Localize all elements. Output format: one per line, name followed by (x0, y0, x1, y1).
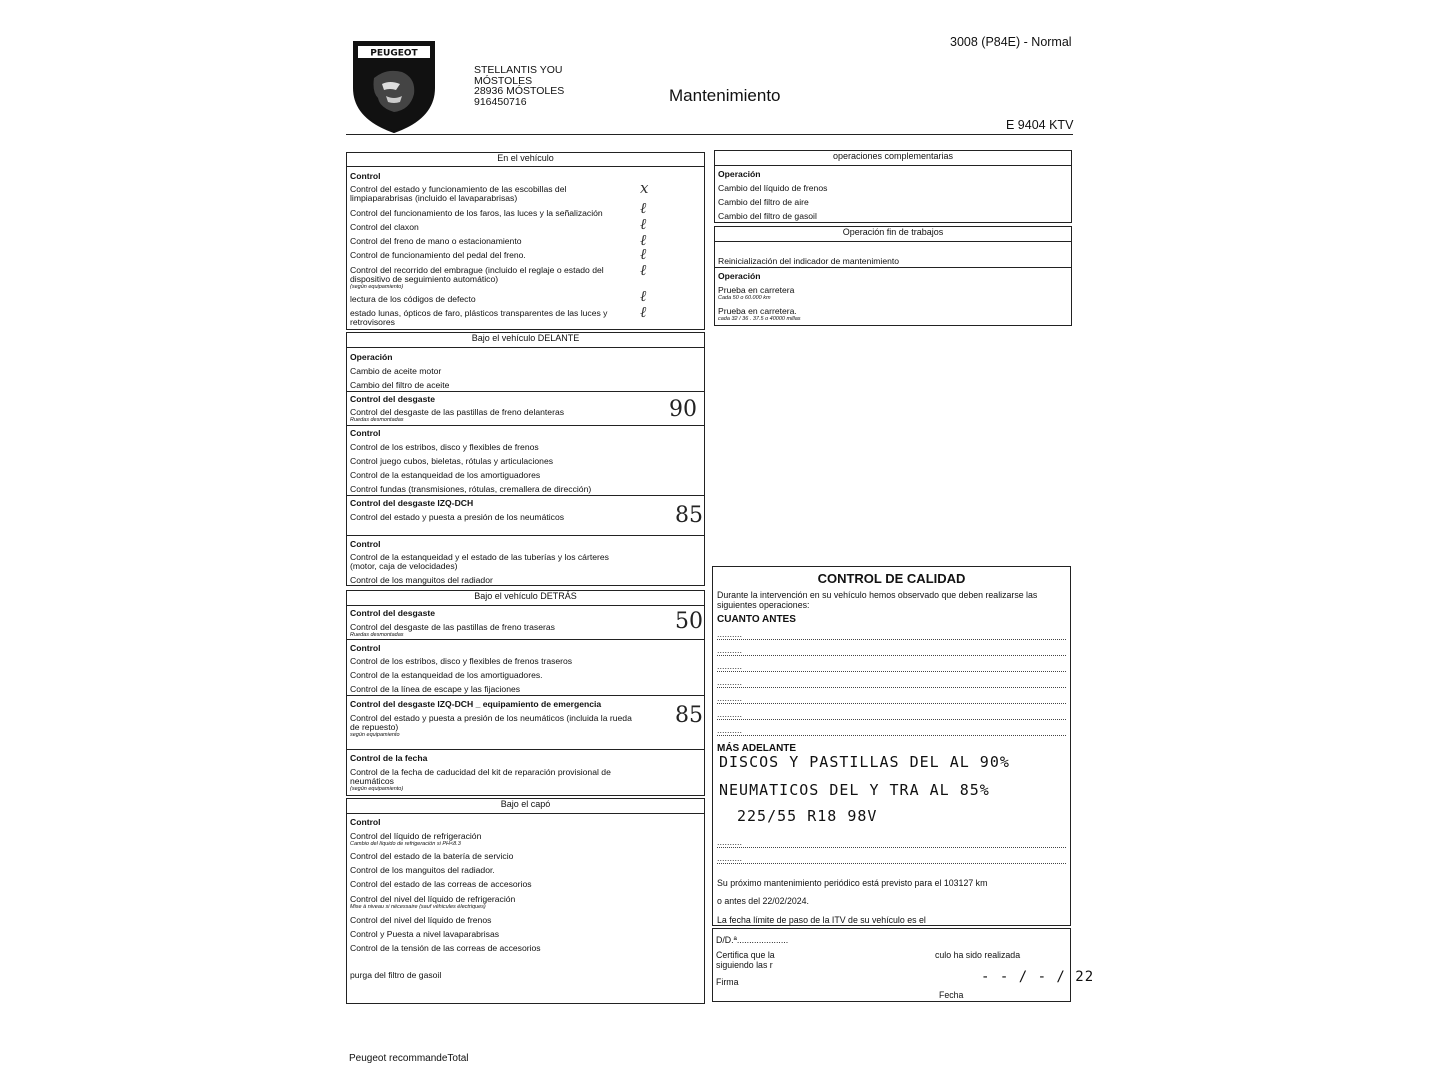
handwritten-check: ℓ (640, 261, 647, 279)
check-item: Control de la tensión de las correas de accesorios (350, 943, 541, 953)
group-label: Control (350, 817, 381, 827)
handwritten-note: 225/55 R18 98V (737, 807, 878, 825)
check-item: Control del estado y puesta a presión de los neumáticos (incluida la rueda de repuesto) según equipamiento (350, 713, 632, 738)
group-label: Operación (350, 352, 393, 362)
cuanto-antes-label: CUANTO ANTES (717, 614, 796, 625)
check-item: Control de los manguitos del radiador. (350, 865, 495, 875)
footer-text: Peugeot recommandeTotal (349, 1053, 469, 1064)
svg-text:PEUGEOT: PEUGEOT (370, 48, 418, 59)
dotted-line: .......... (717, 629, 1066, 640)
peugeot-logo (350, 38, 438, 134)
check-item: Control de la estanqueidad de los amortiguadores (350, 470, 541, 480)
handwritten-date: - - / - / 22 (981, 969, 1095, 985)
handwritten-check: ℓ (640, 199, 647, 217)
check-item: Control del nivel del líquido de refrigeración Mise à niveau si nécessaire (sauf véhicules électriques) (350, 894, 516, 910)
itv-limit: La fecha límite de paso de la ITV de su vehículo es el (717, 915, 926, 925)
section-capo (346, 798, 705, 1004)
check-item: Prueba en carretera Cada 50 o 60.000 km (718, 285, 795, 301)
section-complementarias (714, 150, 1072, 223)
check-item: Control de la estanqueidad de los amortiguadores. (350, 670, 543, 680)
handwritten-note: NEUMATICOS DEL Y TRA AL 85% (719, 781, 990, 799)
section-control-calidad (712, 566, 1071, 926)
handwritten-check: ℓ (640, 287, 647, 305)
check-item: Control de la fecha de caducidad del kit de reparación provisional de neumáticos (según equipamiento) (350, 767, 611, 792)
check-item: estado lunas, ópticos de faro, plásticos transparentes de las luces y retrovisores (350, 308, 608, 327)
handwritten-check: ℓ (640, 303, 647, 321)
check-item: Control del estado y funcionamiento de las escobillas del limpiaparabrisas (incluido el lavaparabrisas) (350, 184, 567, 203)
check-item: Reinicialización del indicador de mantenimiento (718, 256, 900, 266)
handwritten-check: x (640, 179, 649, 197)
check-item: Control y Puesta a nivel lavaparabrisas (350, 929, 500, 939)
check-item: Control del estado de las correas de accesorios (350, 879, 532, 889)
check-item: Control del estado de la batería de servicio (350, 851, 514, 861)
section-en-vehiculo (346, 152, 705, 330)
check-item: Control del estado y puesta a presión de los neumáticos (350, 512, 565, 522)
section-title: operaciones complementarias (715, 151, 1071, 166)
dotted-line: .......... (717, 677, 1066, 688)
fecha-label: Fecha (939, 990, 964, 1000)
wear-percentage: 50 (675, 609, 703, 634)
vehicle-plate: E 9404 KTV (1006, 118, 1074, 132)
group-label: Control del desgaste (350, 608, 435, 618)
section-fin-trabajos (714, 226, 1072, 326)
wear-percentage: 85 (675, 703, 703, 728)
page-title: Mantenimiento (669, 86, 781, 105)
dotted-line: .......... (717, 725, 1066, 736)
wear-percentage: 90 (669, 397, 697, 422)
section-title: CONTROL DE CALIDAD (817, 571, 966, 586)
group-label: Control del desgaste IZQ-DCH _ equipamiento de emergencia (350, 699, 602, 709)
handwritten-check: ℓ (640, 245, 647, 263)
section-title: Bajo el capó (347, 799, 704, 814)
group-label: Control (350, 171, 381, 181)
section-detras (346, 590, 705, 796)
certifica-text: culo ha sido realizada (935, 950, 1021, 960)
section-title: Bajo el vehículo DETRÁS (347, 591, 704, 606)
dotted-line: .......... (717, 645, 1066, 656)
section-title: Operación fin de trabajos (715, 227, 1071, 242)
certifica-text: siguiendo las r (716, 960, 773, 970)
handwritten-check: ℓ (640, 215, 647, 233)
dotted-line: .......... (717, 661, 1066, 672)
check-item: Control fundas (transmisiones, rótulas, cremallera de dirección) (350, 484, 592, 494)
vehicle-model: 3008 (P84E) - Normal (950, 35, 1072, 49)
group-label: Control (350, 539, 381, 549)
dealer-address: STELLANTIS YOU MÓSTOLES 28936 MÓSTOLES 916450716 (474, 64, 565, 108)
check-item: Cambio del líquido de frenos (718, 183, 828, 193)
certifica-text: Certifica que la (716, 950, 775, 960)
check-item: Control del desgaste de las pastillas de freno traseras Ruedas desmontadas (350, 622, 555, 638)
section-title: En el vehículo (347, 153, 704, 167)
group-label: Control de la fecha (350, 753, 428, 763)
group-label: Operación (718, 169, 761, 179)
mas-adelante-label: MÁS ADELANTE (717, 743, 797, 754)
next-maintenance: Su próximo mantenimiento periódico está previsto para el 103127 km (717, 878, 988, 888)
group-label: Operación (718, 271, 761, 281)
handwritten-note: DISCOS Y PASTILLAS DEL AL 90% (719, 753, 1010, 771)
check-item: Cambio del filtro de gasoil (718, 211, 817, 221)
next-maintenance-date: o antes del 22/02/2024. (717, 896, 809, 906)
dotted-line: .......... (717, 853, 1066, 864)
check-item: purga del filtro de gasoil (350, 970, 442, 980)
check-item: Control del freno de mano o estacionamiento (350, 236, 522, 246)
check-item: Control de la línea de escape y las fijaciones (350, 684, 521, 694)
check-item: Control de los estribos, disco y flexibles de frenos traseros (350, 656, 573, 666)
handwritten-check: ℓ (640, 231, 647, 249)
check-item: Control de los manguitos del radiador (350, 575, 493, 585)
check-item: Control juego cubos, bieletas, rótulas y articulaciones (350, 456, 554, 466)
check-item: Control de funcionamiento del pedal del freno. (350, 250, 526, 260)
check-item: Control del líquido de refrigeración Cambio del líquido de refrigeración si PH<8.3 (350, 831, 482, 847)
check-item: Cambio de aceite motor (350, 366, 442, 376)
header-divider (346, 134, 1073, 135)
check-item: Control de la estanqueidad y el estado de las tuberías y los cárteres (motor, caja de velocidades) (350, 552, 609, 571)
signature-box (712, 928, 1095, 1002)
group-label: Control (350, 428, 381, 438)
dotted-line: .......... (717, 693, 1066, 704)
wear-percentage: 85 (675, 503, 703, 528)
check-item: Cambio del filtro de aceite (350, 380, 450, 390)
group-label: Control del desgaste IZQ-DCH (350, 498, 474, 508)
group-label: Control (350, 643, 381, 653)
section-delante (346, 332, 705, 586)
group-label: Control del desgaste (350, 394, 435, 404)
check-item: Control del desgaste de las pastillas de freno delanteras Ruedas desmontadas (350, 407, 565, 423)
firma-label: Firma (716, 977, 739, 987)
check-item: Control del recorrido del embrague (incluido el reglaje o estado del dispositivo de seguimiento automático) (según equipamiento) (350, 265, 604, 290)
section-title: Bajo el vehículo DELANTE (347, 333, 704, 348)
dotted-line: .......... (717, 709, 1066, 720)
check-item: Prueba en carretera. cada 32 / 36 . 37.5 o 40000 millas (718, 306, 801, 322)
check-item: Cambio del filtro de aire (718, 197, 809, 207)
dotted-line: .......... (717, 837, 1066, 848)
check-item: Control de los estribos, disco y flexibles de frenos (350, 442, 539, 452)
intro-text: Durante la intervención en su vehículo hemos observado que deben realizarse las siguientes operaciones: (717, 590, 1038, 610)
check-item: Control del nivel del líquido de frenos (350, 915, 492, 925)
check-item: lectura de los códigos de defecto (350, 294, 476, 304)
dd-field: D/D.ª..................... (716, 935, 789, 945)
check-item: Control del claxon (350, 222, 419, 232)
check-item: Control del funcionamiento de los faros, las luces y la señalización (350, 208, 603, 218)
